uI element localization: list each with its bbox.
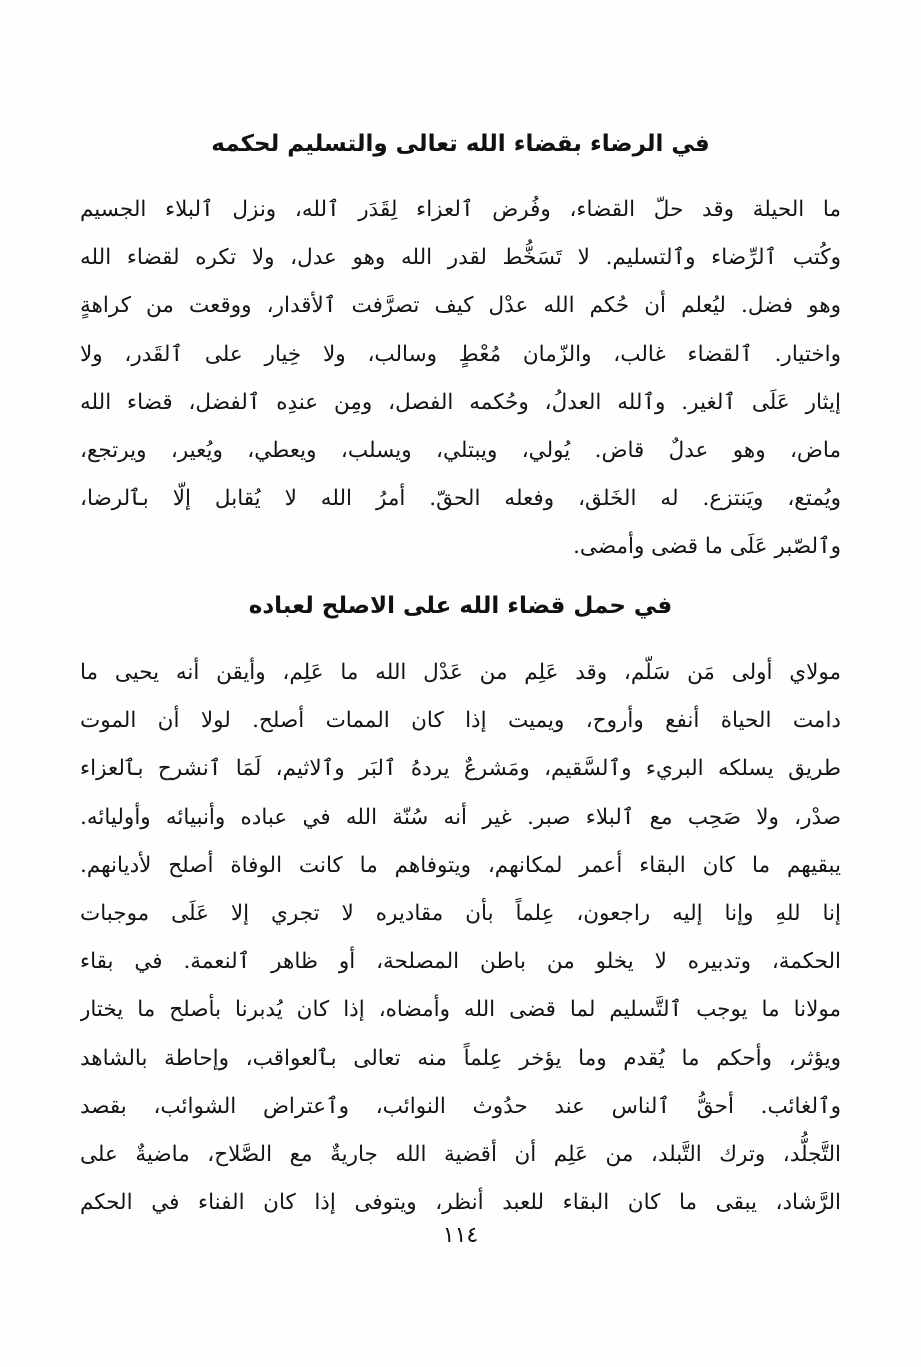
text-line: إيثار عَلَى ٱلغير. وٱلله العدلُ، وحُكمه الفصل، ومِن عندِه ٱلفضل، قضاء الله [80,389,841,415]
text-line: يبقيهم ما كان البقاء أعمر لمكانهم، ويتوفاهم ما كانت الوفاة أصلح لأديانهم. [80,852,841,878]
text-line: وٱلغائب. أحقُّ ٱلناس عند حدُوث النوائب، وٱعتراض الشوائب، بقصد [80,1093,841,1119]
text-line: صدْر، ولا صَحِب مع ٱلبلاء صبر. غير أنه سُنّة الله في عباده وأنبيائه وأوليائه. [80,804,841,830]
text-line: دامت الحياة أنفع وأروح، ويميت إذا كان الممات أصلح. لولا أن الموت [80,708,841,734]
text-line: وكُتب ٱلرِّضاء وٱلتسليم. لا تَسَخُّط لقدر الله وهو عدل، ولا تكره لقضاء الله [80,245,841,271]
text-line: الحكمة، وتدبيره لا يخلو من باطن المصلحة، أو ظاهر ٱلنعمة. في بقاء [80,949,841,975]
text-line: وهو فضل. ليُعلم أن حُكم الله عدْل كيف تصرَّفت ٱلأقدار، ووقعت من كراهةٍ [80,293,841,319]
paragraph [80,649,841,1227]
text-line: التَّجلُّد، وترك التَّبلد، من عَلِم أن أقضية الله جاريةٌ مع الصَّلاح، ماضيةٌ على [80,1141,841,1167]
text-line: واختيار. ٱلقضاء غالب، والزّمان مُعْطٍ وسالب، ولا خِيار على ٱلقَدر، ولا [80,341,841,367]
paragraph [80,186,841,572]
text-line: ما الحيلة وقد حلّ القضاء، وفُرض ٱلعزاء لِقَدَر ٱلله، ونزل ٱلبلاء الجسيم [80,197,841,222]
text-line: الرَّشاد، يبقى ما كان البقاء للعبد أنظر، ويتوفى إذا كان الفناء في الحكم [80,1190,841,1216]
text-line: طريق يسلكه البريء وٱلسَّقيم، ومَشرعٌ يردهُ ٱلبَر وٱلاثيم، لَمَا ٱنشرح بٱلعزاء [80,756,841,782]
section-heading: في حمل قضاء الله على الاصلح لعباده [248,593,673,619]
text-line: مولاي أولى مَن سَلّم، وقد عَلِم من عَدْل الله ما عَلِم، وأيقن أنه يحيى ما [80,660,841,685]
text-line: ويُمتع، ويَنتزع. له الخَلق، وفعله الحقّ. أمرُ الله لا يُقابل إلّا بٱلرضا، [80,486,841,512]
text-line: ويؤثر، وأحكم ما يُقدم وما يؤخر عِلماً منه تعالى بٱلعواقب، وإحاطة بالشاهد [80,1045,841,1071]
text-line: وٱلصّبر عَلَى ما قضى وأمضى. [573,534,841,560]
text-line: ماض، وهو عدلٌ قاض. يُولي، ويبتلي، ويسلب، ويعطي، ويُعير، ويرتجع، [80,437,841,463]
section-heading: في الرضاء بقضاء الله تعالى والتسليم لحكمه [211,131,710,157]
text-line: مولانا ما يوجب ٱلتَّسليم لما قضى الله وأمضاه، إذا كان يُدبرنا بأصلح ما يختار [80,997,841,1023]
text-line: إنا للهِ وإنا إليه راجعون، عِلماً بأن مقاديره لا تجري إلا عَلَى موجبات [80,900,841,926]
page-number: ١١٤ [442,1223,479,1248]
